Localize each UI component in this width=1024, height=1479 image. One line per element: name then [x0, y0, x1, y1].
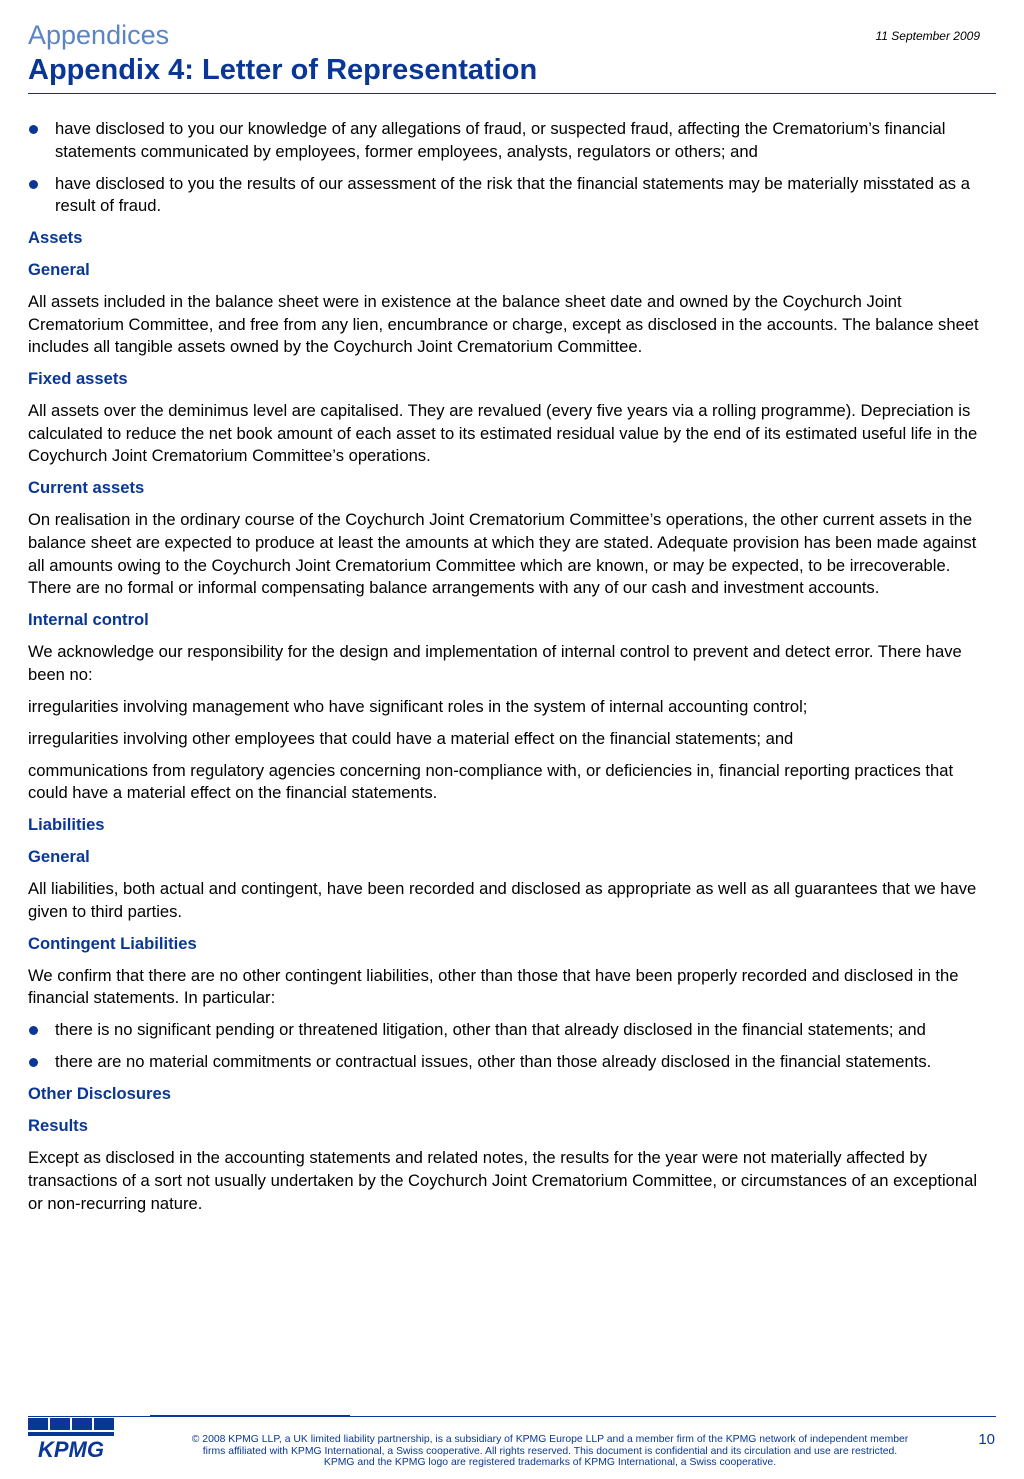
assets-general-heading: General: [28, 260, 90, 280]
bullet-item: have disclosed to you our knowledge of any allegations of fraud, or suspected fraud, affecting the Crematorium’s financial statements communicated by employees, former employees, analysts, regulators or others; and: [28, 118, 996, 163]
internal-control-item: communications from regulatory agencies concerning non-compliance with, or deficiencies in, financial reporting practices that could have a material effect on the financial statements.: [28, 760, 954, 803]
fixed-assets-heading: Fixed assets: [28, 369, 128, 389]
current-assets-paragraph: On realisation in the ordinary course of the Coychurch Joint Crematorium Committee’s operations, the other current assets in the balance sheet are expected to produce at least the amounts at which they are stated. Adequate provision has been made against all amounts owing to the Coychurch Joint Crematorium Committee which are known, or may be expected, to be irrecoverable. There are no formal or informal compensating balance arrangements with any of our cash and investment accounts.: [28, 510, 977, 598]
document-date: 11 September 2009: [875, 29, 980, 43]
bullet-item: there are no material commitments or contractual issues, other than those already disclosed in the financial statements.: [28, 1051, 996, 1074]
results-paragraph: Except as disclosed in the accounting statements and related notes, the results for the year were not materially affected by transactions of a sort not usually undertaken by the Coychurch Joint Crematorium Committee, or circumstances of an exceptional or non-recurring nature.: [28, 1148, 978, 1213]
liabilities-heading: Liabilities: [28, 815, 105, 835]
bullet-item: have disclosed to you the results of our assessment of the risk that the financial statements may be materially misstated as a result of fraud.: [28, 173, 996, 218]
footer-copyright: [150, 1434, 950, 1469]
header-divider: [28, 93, 996, 94]
footer-line: firms affiliated with KPMG International, a Swiss cooperative. All rights reserved. This document is confidential and its circulation and use are restricted.: [202, 1445, 898, 1457]
internal-control-item: irregularities involving management who have significant roles in the system of internal accounting control;: [28, 696, 808, 716]
contingent-liabilities-paragraph: We confirm that there are no other contingent liabilities, other than those that have been properly recorded and disclosed in the financial statements. In particular:: [28, 965, 959, 1008]
assets-general-paragraph: All assets included in the balance sheet were in existence at the balance sheet date and owned by the Coychurch Joint Crematorium Committee, and free from any lien, encumbrance or charge, except as disclosed in the accounts. The balance sheet includes all tangible assets owned by the Coychurch Joint Crematorium Committee.: [28, 292, 979, 357]
results-heading: Results: [28, 1116, 88, 1136]
internal-control-item: irregularities involving other employees that could have a material effect on the financial statements; and: [28, 728, 794, 748]
liabilities-general-paragraph: All liabilities, both actual and contingent, have been recorded and disclosed as appropriate as well as all guarantees that we have given to third parties.: [28, 879, 977, 921]
assets-heading: Assets: [28, 228, 83, 248]
liabilities-general-heading: General: [28, 847, 90, 867]
footer-line: KPMG and the KPMG logo are registered trademarks of KPMG International, a Swiss cooperative.: [323, 1457, 777, 1469]
other-disclosures-heading: Other Disclosures: [28, 1084, 171, 1104]
fixed-assets-paragraph: All assets over the deminimus level are capitalised. They are revalued (every five years via a rolling programme). Depreciation is calculated to reduce the net book amount of each asset to its estimated residual value by the end of its estimated useful life in the Coychurch Joint Crematorium Committee’s operations.: [28, 401, 978, 466]
internal-control-heading: Internal control: [28, 610, 149, 630]
section-label: Appendices: [28, 20, 170, 50]
contingent-liabilities-heading: Contingent Liabilities: [28, 933, 197, 953]
current-assets-heading: Current assets: [28, 478, 145, 498]
kpmg-logo: [28, 1418, 116, 1462]
kpmg-logo-text: KPMG: [38, 1437, 104, 1462]
document-body: [28, 118, 996, 1225]
bullet-item: there is no significant pending or threatened litigation, other than that already disclosed in the financial statements; and: [28, 1019, 996, 1042]
footer-divider-accent: [150, 1415, 350, 1417]
page-number: 10: [978, 1431, 995, 1448]
page-title: Appendix 4: Letter of Representation: [28, 54, 538, 86]
footer-line: © 2008 KPMG LLP, a UK limited liability partnership, is a subsidiary of KPMG Europe LLP and a member firm of the KPMG network of independent member: [191, 1434, 909, 1445]
internal-control-paragraph: We acknowledge our responsibility for the design and implementation of internal control to prevent and detect error. There have been no:: [28, 642, 962, 684]
